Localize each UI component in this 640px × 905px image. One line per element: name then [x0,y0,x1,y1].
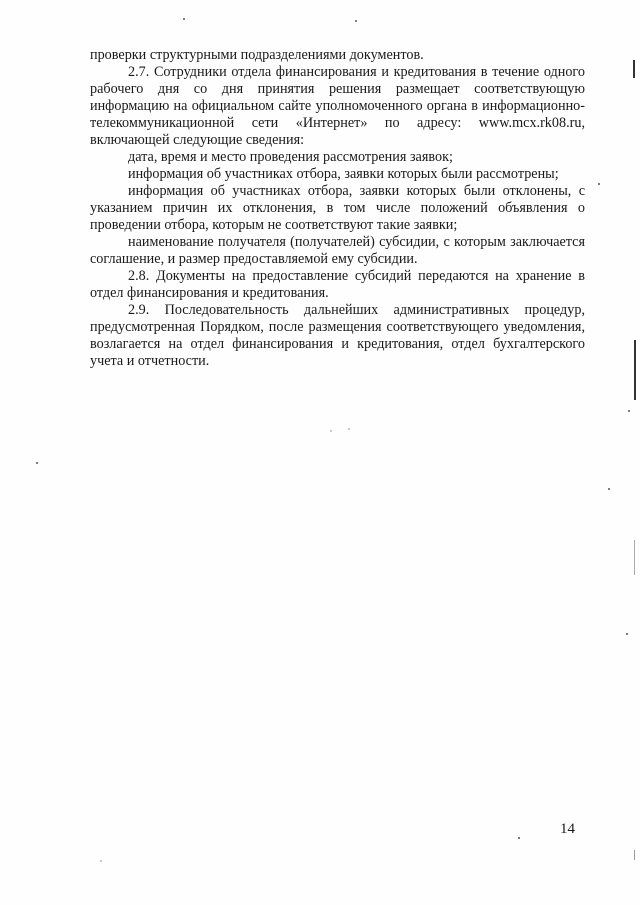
paragraph-2-9: 2.9. Последовательность дальнейших административных процедур, предусмотренная Порядком, после размещения соответствующего уведомления, возлагается на отдел финансирования и кредитования, отдел бухгалтерского учета и отчетности. [90,302,585,369]
paragraph-2-7: 2.7. Сотрудники отдела финансирования и кредитования в течение одного рабочего дня со дня принятия решения размещает соответствующую информацию на официальном сайте уполномоченного органа в информационно-телекоммуникационной сети «Интернет» по адресу: www.mcx.rk08.ru, включающей следующие сведения: [90,64,585,148]
paragraph-1: проверки структурными подразделениями документов. [90,47,424,63]
scan-speck [100,860,102,862]
page-number: 14 [560,821,575,837]
scan-edge-mark [634,850,635,860]
list-item-recipient-name: наименование получателя (получателей) субсидии, с которым заключается соглашение, и размер предоставляемой ему субсидии. [90,234,585,267]
scan-speck [628,410,630,412]
list-item-reviewed-participants: информация об участниках отбора, заявки которых были рассмотрены; [128,166,559,182]
scan-speck [183,18,185,20]
list-item-rejected-participants: информация об участниках отбора, заявки которых были отклонены, с указанием причин их отклонения, в том числе положений объявления о проведении отбора, которым не соответствуют такие заявки; [90,183,585,233]
scan-edge-mark [634,340,636,400]
scan-speck [355,20,357,22]
scan-edge-mark [634,540,635,575]
scan-speck [518,837,520,839]
scan-speck [330,430,332,432]
scan-speck [348,428,350,430]
scan-speck [608,488,610,490]
scan-edge-mark [633,60,635,78]
paragraph-2-8: 2.8. Документы на предоставление субсидий передаются на хранение в отдел финансирования и кредитования. [90,268,585,301]
list-item-date-time-place: дата, время и место проведения рассмотрения заявок; [128,149,453,165]
document-body [90,47,585,370]
scan-speck [598,183,600,185]
scan-speck [626,633,628,635]
scan-speck [36,462,38,464]
